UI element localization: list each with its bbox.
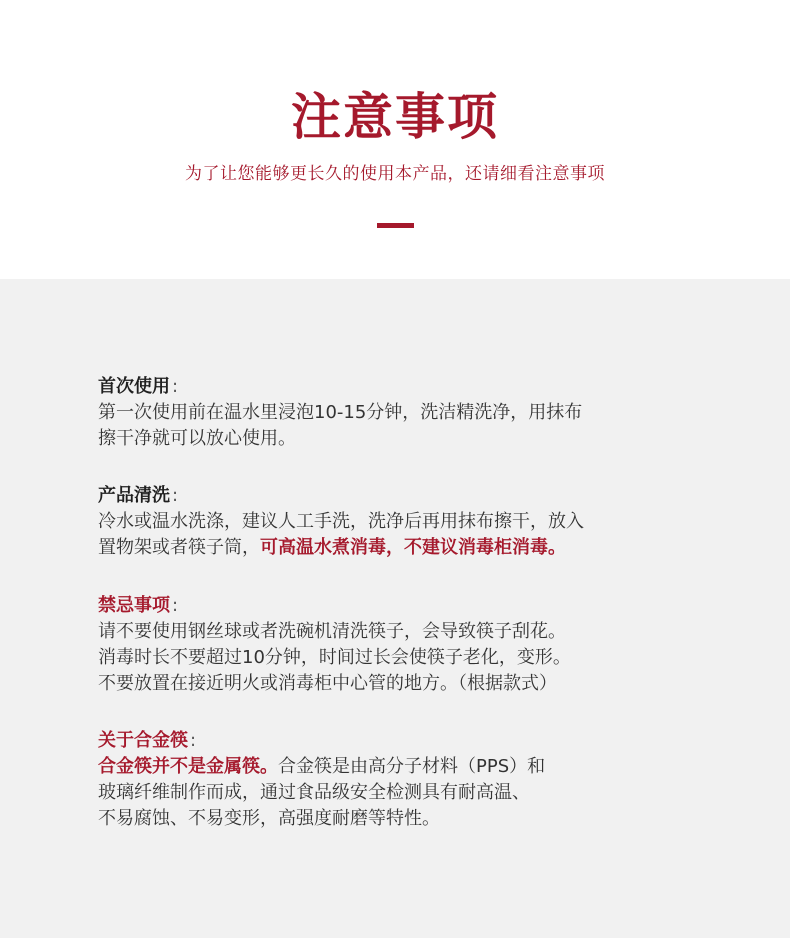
section-line: 玻璃纤维制作而成，通过食品级安全检测具有耐高温、: [98, 782, 530, 803]
section-line: 擦干净就可以放心使用。: [98, 428, 296, 449]
section-title-colon: :: [172, 376, 179, 397]
section-line: 不易腐蚀、不易变形，高强度耐磨等特性。: [98, 808, 440, 829]
section-title-colon: :: [172, 595, 179, 616]
header: [0, 0, 790, 279]
section-line: 不要放置在接近明火或消毒柜中心管的地方。（根据款式）: [98, 673, 557, 694]
content-area: [0, 279, 790, 938]
section-line: 第一次使用前在温水里浸泡10-15分钟，洗洁精洗净，用抹布: [98, 402, 583, 423]
section-line: 消毒时长不要超过10分钟，时间过长会使筷子老化，变形。: [98, 647, 571, 668]
section-title: [98, 593, 738, 619]
page-subtitle: 为了让您能够更长久的使用本产品，还请细看注意事项: [185, 164, 605, 184]
section-title-text: 关于合金筷: [98, 730, 188, 751]
section-line: [98, 535, 738, 561]
section-title-text: 产品清洗: [98, 485, 170, 506]
plain-text: 合金筷是由高分子材料（PPS）和: [278, 756, 546, 777]
section-taboos: [98, 593, 738, 697]
section-line: [98, 754, 738, 780]
title-divider: [377, 223, 414, 228]
section-cleaning: [98, 483, 738, 561]
section-title-colon: :: [172, 485, 179, 506]
highlight-text: 合金筷并不是金属筷。: [98, 756, 278, 777]
section-first-use: [98, 374, 738, 452]
section-title: [98, 483, 738, 509]
section-title-text: 禁忌事项: [98, 595, 170, 616]
section-line: 冷水或温水洗涤，建议人工手洗，洗净后再用抹布擦干，放入: [98, 511, 584, 532]
section-title-colon: :: [190, 730, 197, 751]
highlight-text: 可高温水煮消毒，不建议消毒柜消毒。: [260, 537, 566, 558]
page-title: 注意事项: [291, 88, 499, 146]
section-title-text: 首次使用: [98, 376, 170, 397]
section-title: [98, 374, 738, 400]
section-title: [98, 728, 738, 754]
section-line: 请不要使用钢丝球或者洗碗机清洗筷子，会导致筷子刮花。: [98, 621, 566, 642]
section-alloy: [98, 728, 738, 832]
plain-text: 置物架或者筷子筒，: [98, 537, 260, 558]
